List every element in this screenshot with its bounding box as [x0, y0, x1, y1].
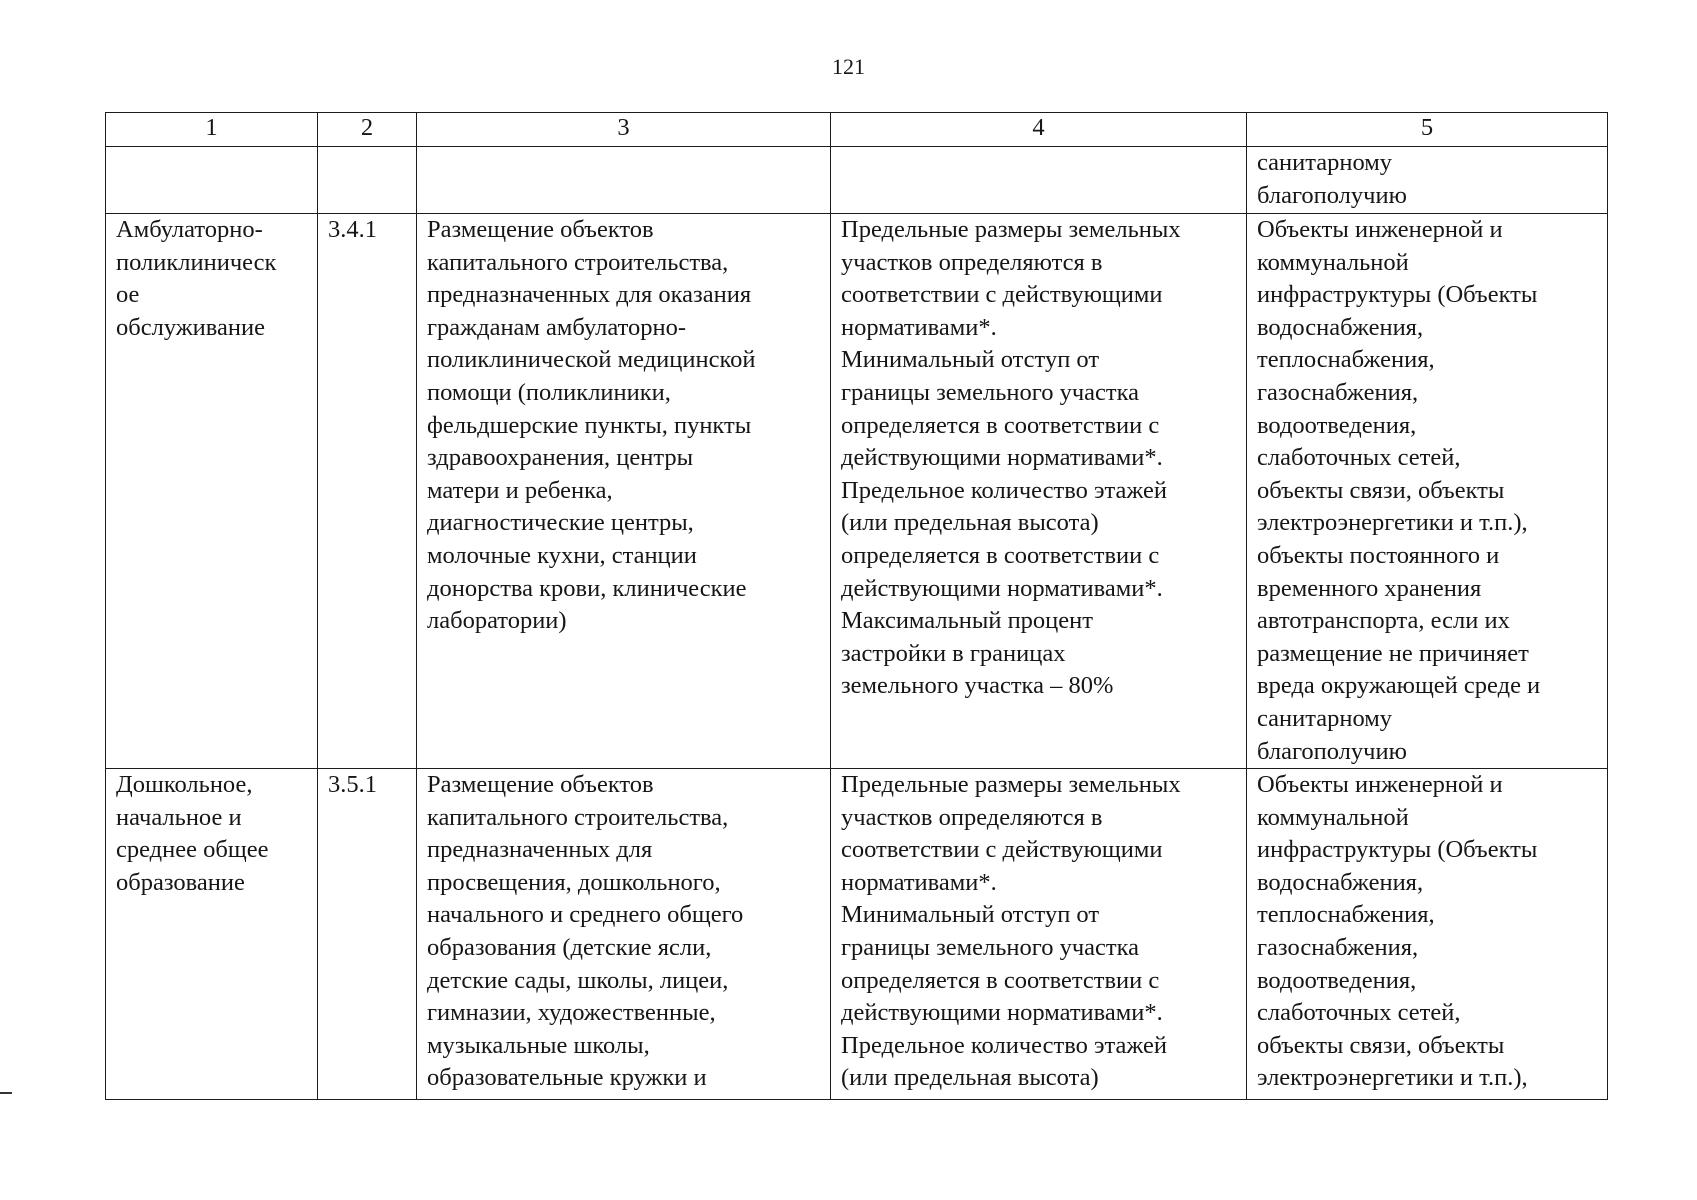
cell-text-line: гимназии, художественные,	[427, 999, 716, 1027]
cell-text-line: Объекты инженерной и	[1257, 771, 1503, 799]
cell-text-line: нормативами*.	[841, 313, 997, 341]
cont-col-3	[417, 147, 831, 214]
cell-text-line: помощи (поликлиники,	[427, 378, 671, 406]
cell-text-line: участков определяются в	[841, 803, 1103, 831]
cell-text-line: (или предельная высота)	[841, 509, 1099, 537]
cell-text-line: водоотведения,	[1257, 411, 1417, 439]
cell-text-line: предназначенных для	[427, 836, 653, 864]
cell-text-line: Предельные размеры земельных	[841, 771, 1181, 799]
cell-text-line: инфраструктуры (Объекты	[1257, 836, 1538, 864]
cell-text-line: поликлиническ	[116, 248, 277, 276]
cell-text-line: поликлинической медицинской	[427, 346, 756, 374]
cell-text-line: слаботочных сетей,	[1257, 999, 1461, 1027]
cell-text-line: действующими нормативами*.	[841, 999, 1163, 1027]
cell-text-line: действующими нормативами*.	[841, 574, 1163, 602]
cell-text-line: действующими нормативами*.	[841, 444, 1163, 472]
cell-text-line: санитарному	[1257, 704, 1393, 732]
cell-text-line: водоснабжения,	[1257, 868, 1424, 896]
cell-text-line: Минимальный отступ от	[841, 346, 1100, 374]
cont-col-1	[106, 147, 318, 214]
cell-text-line: Предельные размеры земельных	[841, 216, 1181, 243]
cell-text-line: благополучию	[1257, 737, 1407, 765]
cell-text-line: теплоснабжения,	[1257, 346, 1435, 374]
cell-text-line: Предельное количество этажей	[841, 476, 1167, 504]
page-number: 121	[832, 54, 865, 79]
cell-text-line: предназначенных для оказания	[427, 281, 752, 309]
cell-text-line: соответствии с действующими	[841, 281, 1163, 309]
cell-text-line: образования (детские ясли,	[427, 934, 712, 962]
cell-text-line: вреда окружающей среде и	[1257, 672, 1541, 700]
use-type-name	[106, 214, 318, 769]
cell-text-line: образование	[116, 868, 245, 896]
cell-text-line: электроэнергетики и т.п.),	[1257, 1064, 1528, 1092]
header-col-2: 2	[318, 113, 417, 147]
cell-text-line: коммунальной	[1257, 803, 1409, 831]
table-row	[106, 214, 1608, 769]
header-row	[106, 113, 1608, 147]
cell-text-line: определяется в соответствии с	[841, 541, 1160, 569]
use-type-auxiliary	[1247, 769, 1608, 1100]
cell-text-line: участков определяются в	[841, 248, 1103, 276]
cell-text-line: среднее общее	[116, 836, 269, 864]
cell-text-line: Амбулаторно-	[116, 216, 263, 243]
use-type-auxiliary	[1247, 214, 1608, 769]
cell-text-line: (или предельная высота)	[841, 1064, 1099, 1092]
table-row	[106, 769, 1608, 1100]
cell-text-line: определяется в соответствии с	[841, 411, 1160, 439]
cell-text-line: диагностические центры,	[427, 509, 694, 537]
cont-col-5	[1247, 147, 1608, 214]
cell-text-line: капитального строительства,	[427, 248, 729, 276]
header-col-4: 4	[831, 113, 1247, 147]
cell-text-line: теплоснабжения,	[1257, 901, 1435, 929]
cont-col-2	[318, 147, 417, 214]
cell-text-line: просвещения, дошкольного,	[427, 868, 721, 896]
cell-text-line: электроэнергетики и т.п.),	[1257, 509, 1528, 537]
cell-text-line: Объекты инженерной и	[1257, 216, 1503, 243]
cell-text-line: объекты связи, объекты	[1257, 1031, 1505, 1059]
cell-text-line: соответствии с действующими	[841, 836, 1163, 864]
cell-text-line: детские сады, школы, лицеи,	[427, 966, 729, 994]
cell-text-line: коммунальной	[1257, 248, 1409, 276]
cell-text-line: газоснабжения,	[1257, 378, 1419, 406]
land-use-table	[105, 112, 1608, 1100]
cell-text-line: Размещение объектов	[427, 216, 654, 243]
header-col-5: 5	[1247, 113, 1608, 147]
cell-text-line: водоснабжения,	[1257, 313, 1424, 341]
cell-text-line: обслуживание	[116, 313, 265, 341]
cell-text-line: определяется в соответствии с	[841, 966, 1160, 994]
cell-text-line: Минимальный отступ от	[841, 901, 1100, 929]
cell-text-line: донорства крови, клинические	[427, 574, 747, 602]
cell-text-line: молочные кухни, станции	[427, 541, 697, 569]
cell-text-line: матери и ребенка,	[427, 476, 613, 504]
cell-text-line: земельного участка – 80%	[841, 672, 1114, 700]
cell-text-line: благополучию	[1257, 181, 1407, 209]
cell-text-line: здравоохранения, центры	[427, 444, 694, 472]
cell-text-line: застройки в границах	[841, 639, 1066, 667]
use-type-name	[106, 769, 318, 1100]
cell-text-line: временного хранения	[1257, 574, 1482, 602]
cell-text-line: санитарному	[1257, 149, 1393, 176]
cell-text-line: автотранспорта, если их	[1257, 607, 1510, 635]
use-type-description	[417, 214, 831, 769]
cell-text-line: размещение не причиняет	[1257, 639, 1529, 667]
continuation-row	[106, 147, 1608, 214]
cell-text-line: ое	[116, 281, 140, 309]
cell-text-line: Максимальный процент	[841, 607, 1093, 635]
cell-text-line: образовательные кружки и	[427, 1064, 707, 1092]
cell-text-line: границы земельного участка	[841, 378, 1140, 406]
cell-text-line: гражданам амбулаторно-	[427, 313, 687, 341]
use-type-code: 3.5.1	[318, 769, 417, 1100]
cell-text-line: объекты постоянного и	[1257, 541, 1500, 569]
cell-text-line: слаботочных сетей,	[1257, 444, 1461, 472]
cell-text-line: Предельное количество этажей	[841, 1031, 1167, 1059]
cell-text-line: границы земельного участка	[841, 934, 1140, 962]
cell-text-line: Дошкольное,	[116, 771, 253, 799]
cell-text-line: водоотведения,	[1257, 966, 1417, 994]
cell-text-line: Размещение объектов	[427, 771, 654, 799]
cell-text-line: музыкальные школы,	[427, 1031, 650, 1059]
use-type-code: 3.4.1	[318, 214, 417, 769]
cont-col-4	[831, 147, 1247, 214]
use-type-parameters	[831, 214, 1247, 769]
cell-text-line: газоснабжения,	[1257, 934, 1419, 962]
header-col-1: 1	[106, 113, 318, 147]
cell-text-line: лаборатории)	[427, 607, 567, 635]
cell-text-line: объекты связи, объекты	[1257, 476, 1505, 504]
cell-text-line: начальное и	[116, 803, 242, 831]
use-type-description	[417, 769, 831, 1100]
cell-text-line: инфраструктуры (Объекты	[1257, 281, 1538, 309]
cell-text-line: начального и среднего общего	[427, 901, 744, 929]
cell-text-line: капитального строительства,	[427, 803, 729, 831]
use-type-parameters	[831, 769, 1247, 1100]
scan-edge-mark	[0, 1092, 12, 1094]
cell-text-line: нормативами*.	[841, 868, 997, 896]
cell-text-line: фельдшерские пункты, пункты	[427, 411, 752, 439]
header-col-3: 3	[417, 113, 831, 147]
